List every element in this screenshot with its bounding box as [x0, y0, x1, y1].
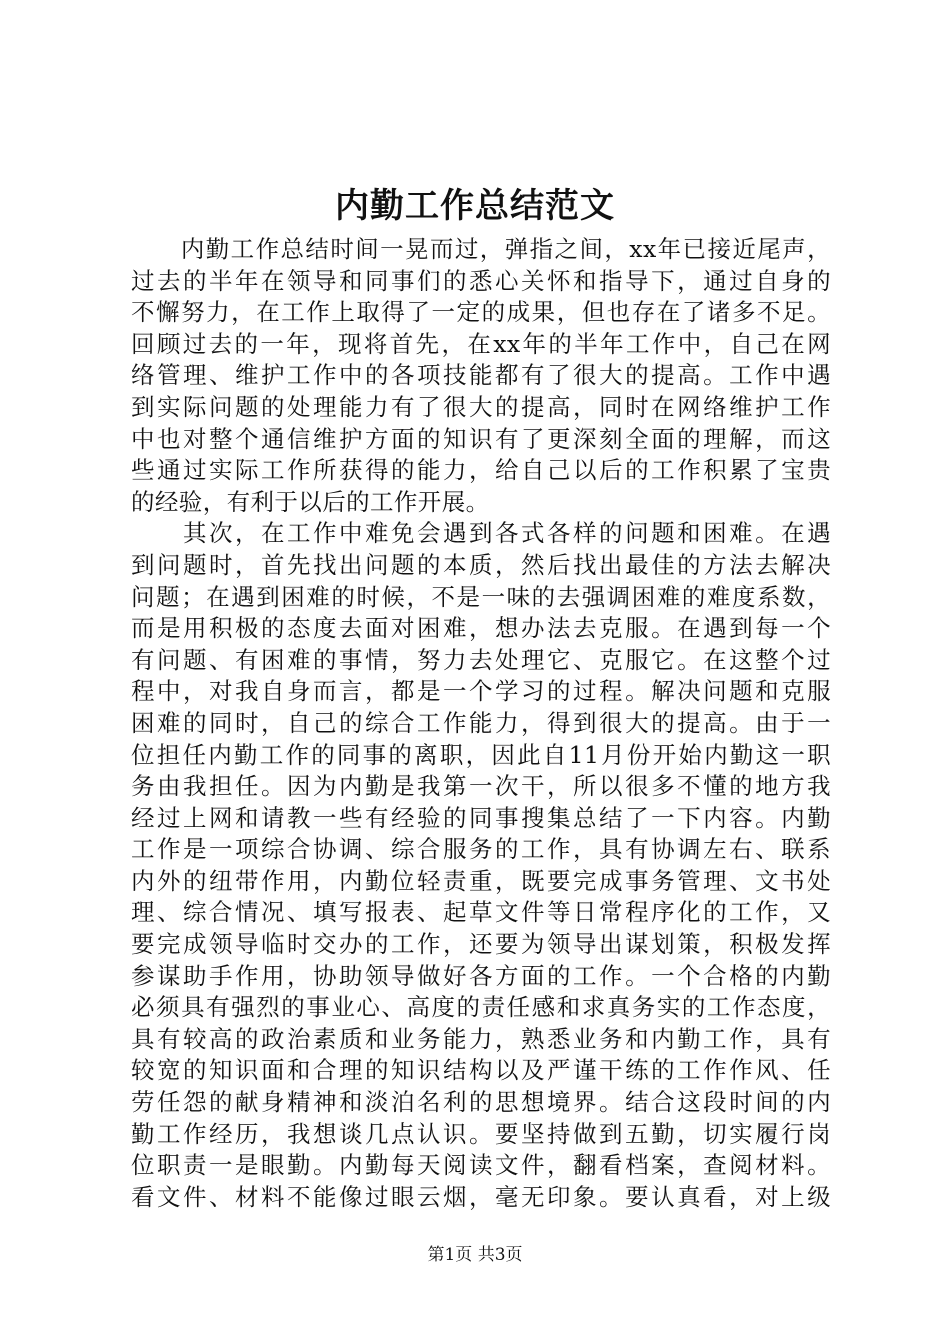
text-line: 到问题时，首先找出问题的本质，然后找出最佳的方法去解决	[131, 550, 831, 579]
text-line: 要完成领导临时交办的工作，还要为领导出谋划策，积极发挥	[131, 930, 831, 959]
text-line: 必须具有强烈的事业心、高度的责任感和求真务实的工作态度，	[131, 993, 831, 1022]
text-line: 有问题、有困难的事情，努力去处理它、克服它。在这整个过	[131, 645, 831, 674]
text-line: 络管理、维护工作中的各项技能都有了很大的提高。工作中遇	[131, 361, 831, 390]
text-line: 困难的同时，自己的综合工作能力，得到很大的提高。由于一	[131, 708, 831, 737]
text-line: 勤工作经历，我想谈几点认识。要坚持做到五勤，切实履行岗	[131, 1119, 831, 1148]
text-line: 劳任怨的献身精神和淡泊名利的思想境界。结合这段时间的内	[131, 1088, 831, 1117]
text-line: 而是用积极的态度去面对困难，想办法去克服。在遇到每一个	[131, 614, 831, 643]
text-line: 到实际问题的处理能力有了很大的提高，同时在网络维护工作	[131, 392, 831, 421]
text-line: 看文件、材料不能像过眼云烟，毫无印象。要认真看，对上级	[131, 1182, 831, 1211]
text-line: 不懈努力，在工作上取得了一定的成果，但也存在了诸多不足。	[131, 298, 831, 327]
document-title: 内勤工作总结范文	[335, 186, 615, 226]
text-line: 位职责一是眼勤。内勤每天阅读文件，翻看档案，查阅材料。	[131, 1151, 831, 1180]
text-line: 经过上网和请教一些有经验的同事搜集总结了一下内容。内勤	[131, 803, 831, 832]
text-line: 程中，对我自身而言，都是一个学习的过程。解决问题和克服	[131, 677, 831, 706]
text-line: 较宽的知识面和合理的知识结构以及严谨干练的工作作风、任	[131, 1056, 831, 1085]
text-line: 回顾过去的一年，现将首先，在xx年的半年工作中，自己在网	[131, 329, 831, 358]
text-line: 内勤工作总结时间一晃而过，弹指之间，xx年已接近尾声，	[131, 235, 831, 263]
text-line: 理、综合情况、填写报表、起草文件等日常程序化的工作，又	[131, 898, 831, 927]
text-line: 中也对整个通信维护方面的知识有了更深刻全面的理解，而这	[131, 424, 831, 453]
page-footer: 第1页 共3页	[427, 1245, 523, 1265]
text-line: 些通过实际工作所获得的能力，给自己以后的工作积累了宝贵	[131, 456, 831, 485]
text-line: 务由我担任。因为内勤是我第一次干，所以很多不懂的地方我	[131, 772, 831, 801]
text-line: 具有较高的政治素质和业务能力，熟悉业务和内勤工作，具有	[131, 1024, 831, 1053]
text-line: 问题；在遇到困难的时候，不是一味的去强调困难的难度系数，	[131, 582, 831, 611]
text-line: 工作是一项综合协调、综合服务的工作，具有协调左右、联系	[131, 835, 831, 864]
text-line: 参谋助手作用，协助领导做好各方面的工作。一个合格的内勤	[131, 961, 831, 990]
text-line: 内外的纽带作用，内勤位轻责重，既要完成事务管理、文书处	[131, 866, 831, 895]
text-line: 位担任内勤工作的同事的离职，因此自11月份开始内勤这一职	[131, 740, 831, 769]
text-line: 的经验，有利于以后的工作开展。	[131, 487, 490, 516]
text-line: 其次，在工作中难免会遇到各式各样的问题和困难。在遇	[131, 519, 831, 548]
text-line: 过去的半年在领导和同事们的悉心关怀和指导下，通过自身的	[131, 266, 831, 295]
document-body	[131, 234, 831, 1213]
